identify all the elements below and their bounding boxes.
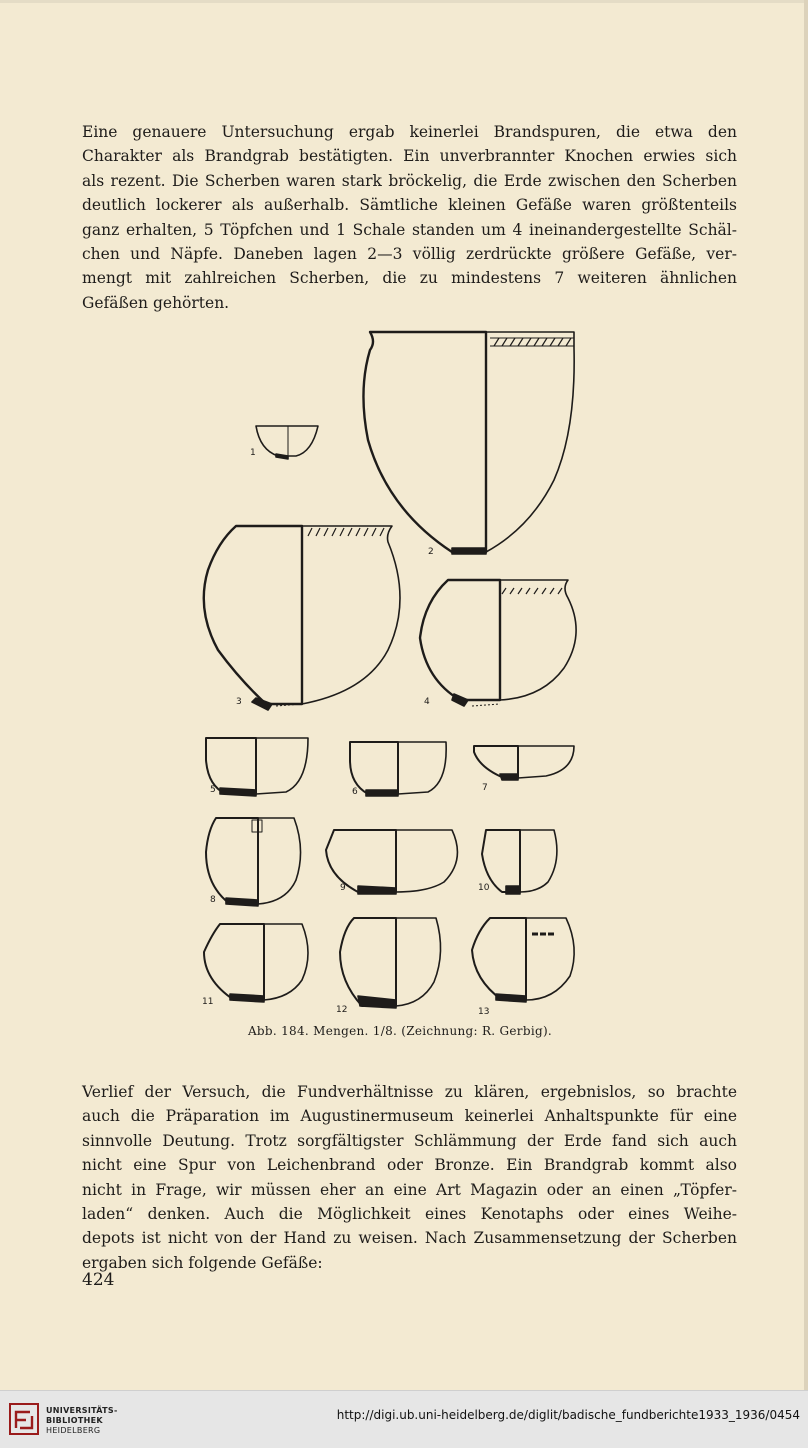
vessel-7 bbox=[474, 746, 574, 793]
logo-line: HEIDELBERG bbox=[46, 1426, 101, 1435]
page-edge bbox=[804, 0, 808, 1390]
library-logo-icon[interactable] bbox=[8, 1402, 40, 1436]
vessel-6 bbox=[350, 742, 446, 797]
text-line: nicht in Frage, wir müssen eher an eine Art Magazin oder an einen „Töpfer- bbox=[82, 1180, 737, 1199]
library-logo-text[interactable] bbox=[46, 1406, 118, 1436]
vessel-number: 9 bbox=[340, 883, 346, 893]
vessel-4 bbox=[420, 580, 576, 707]
vessel-number: 13 bbox=[478, 1007, 490, 1017]
vessel-8 bbox=[206, 818, 301, 906]
figure-caption: Abb. 184. Mengen. 1/8. (Zeichnung: R. Gerbig). bbox=[247, 1024, 553, 1038]
vessel-number: 4 bbox=[424, 697, 430, 707]
vessel-2 bbox=[363, 332, 574, 557]
vessel-figure bbox=[190, 320, 610, 1050]
text-line: als rezent. Die Scherben waren stark bröckelig, die Erde zwischen den Scherben bbox=[82, 171, 737, 190]
logo-line: UNIVERSITÄTS- bbox=[46, 1406, 118, 1415]
page-edge bbox=[0, 0, 808, 3]
vessel-number: 2 bbox=[428, 547, 434, 557]
vessel-number: 8 bbox=[210, 895, 216, 905]
text-line: nicht eine Spur von Leichenbrand oder Bronze. Ein Brandgrab kommt also bbox=[82, 1156, 737, 1175]
vessel-5 bbox=[206, 738, 308, 796]
text-line: Gefäßen gehörten. bbox=[82, 293, 230, 312]
text-line: Eine genauere Untersuchung ergab keinerlei Brandspuren, die etwa den bbox=[82, 123, 737, 141]
vessel-11 bbox=[202, 924, 308, 1007]
vessel-drawings bbox=[190, 320, 610, 1020]
text-line: sinnvolle Deutung. Trotz sorgfältigster Schlämmung der Erde fand sich auch bbox=[82, 1131, 737, 1150]
vessel-number: 3 bbox=[236, 697, 242, 707]
text-line: deutlich lockerer als außerhalb. Sämtliche kleinen Gefäße waren größtenteils bbox=[82, 196, 737, 215]
vessel-number: 10 bbox=[478, 883, 490, 893]
vessel-number: 1 bbox=[250, 448, 256, 458]
footer-bar bbox=[0, 1390, 808, 1448]
page-number: 424 bbox=[82, 1270, 115, 1290]
text-line: chen und Näpfe. Daneben lagen 2—3 völlig zerdrückte größere Gefäße, ver- bbox=[82, 245, 737, 264]
bleed-through bbox=[700, 650, 790, 1050]
vessel-12 bbox=[336, 918, 441, 1015]
vessel-10 bbox=[478, 830, 557, 894]
text-line: Charakter als Brandgrab bestätigten. Ein unverbrannter Knochen erwies sich bbox=[82, 147, 737, 166]
paragraph-bottom bbox=[82, 1080, 737, 1275]
text-line: ergaben sich folgende Gefäße: bbox=[82, 1253, 323, 1272]
text-line: Verlief der Versuch, die Fundverhältnisse zu klären, ergebnislos, so brachte bbox=[82, 1083, 737, 1101]
text-line: mengt mit zahlreichen Scherben, die zu mindestens 7 weiteren ähnlichen bbox=[82, 269, 737, 288]
text-line: depots ist nicht von der Hand zu weisen. Nach Zusammensetzung der Scherben bbox=[82, 1229, 737, 1248]
paragraph-top bbox=[82, 120, 737, 315]
source-url-link[interactable]: http://digi.ub.uni-heidelberg.de/diglit/badische_fundberichte1933_1936/0454 bbox=[336, 1408, 800, 1422]
vessel-number: 11 bbox=[202, 997, 214, 1007]
vessel-13 bbox=[472, 918, 574, 1017]
vessel-number: 5 bbox=[210, 785, 216, 795]
vessel-number: 7 bbox=[482, 783, 488, 793]
text-line: ganz erhalten, 5 Töpfchen und 1 Schale standen um 4 ineinandergestellte Schäl- bbox=[82, 220, 737, 239]
vessel-3 bbox=[204, 526, 400, 710]
text-line: auch die Präparation im Augustinermuseum keinerlei Anhaltspunkte für eine bbox=[82, 1107, 737, 1126]
logo-line: BIBLIOTHEK bbox=[46, 1416, 103, 1425]
vessel-number: 12 bbox=[336, 1005, 348, 1015]
vessel-number: 6 bbox=[352, 787, 358, 797]
text-line: laden“ denken. Auch die Möglichkeit eines Kenotaphs oder eines Weihe- bbox=[82, 1205, 737, 1224]
vessel-1 bbox=[250, 426, 318, 459]
vessel-9 bbox=[326, 830, 457, 894]
